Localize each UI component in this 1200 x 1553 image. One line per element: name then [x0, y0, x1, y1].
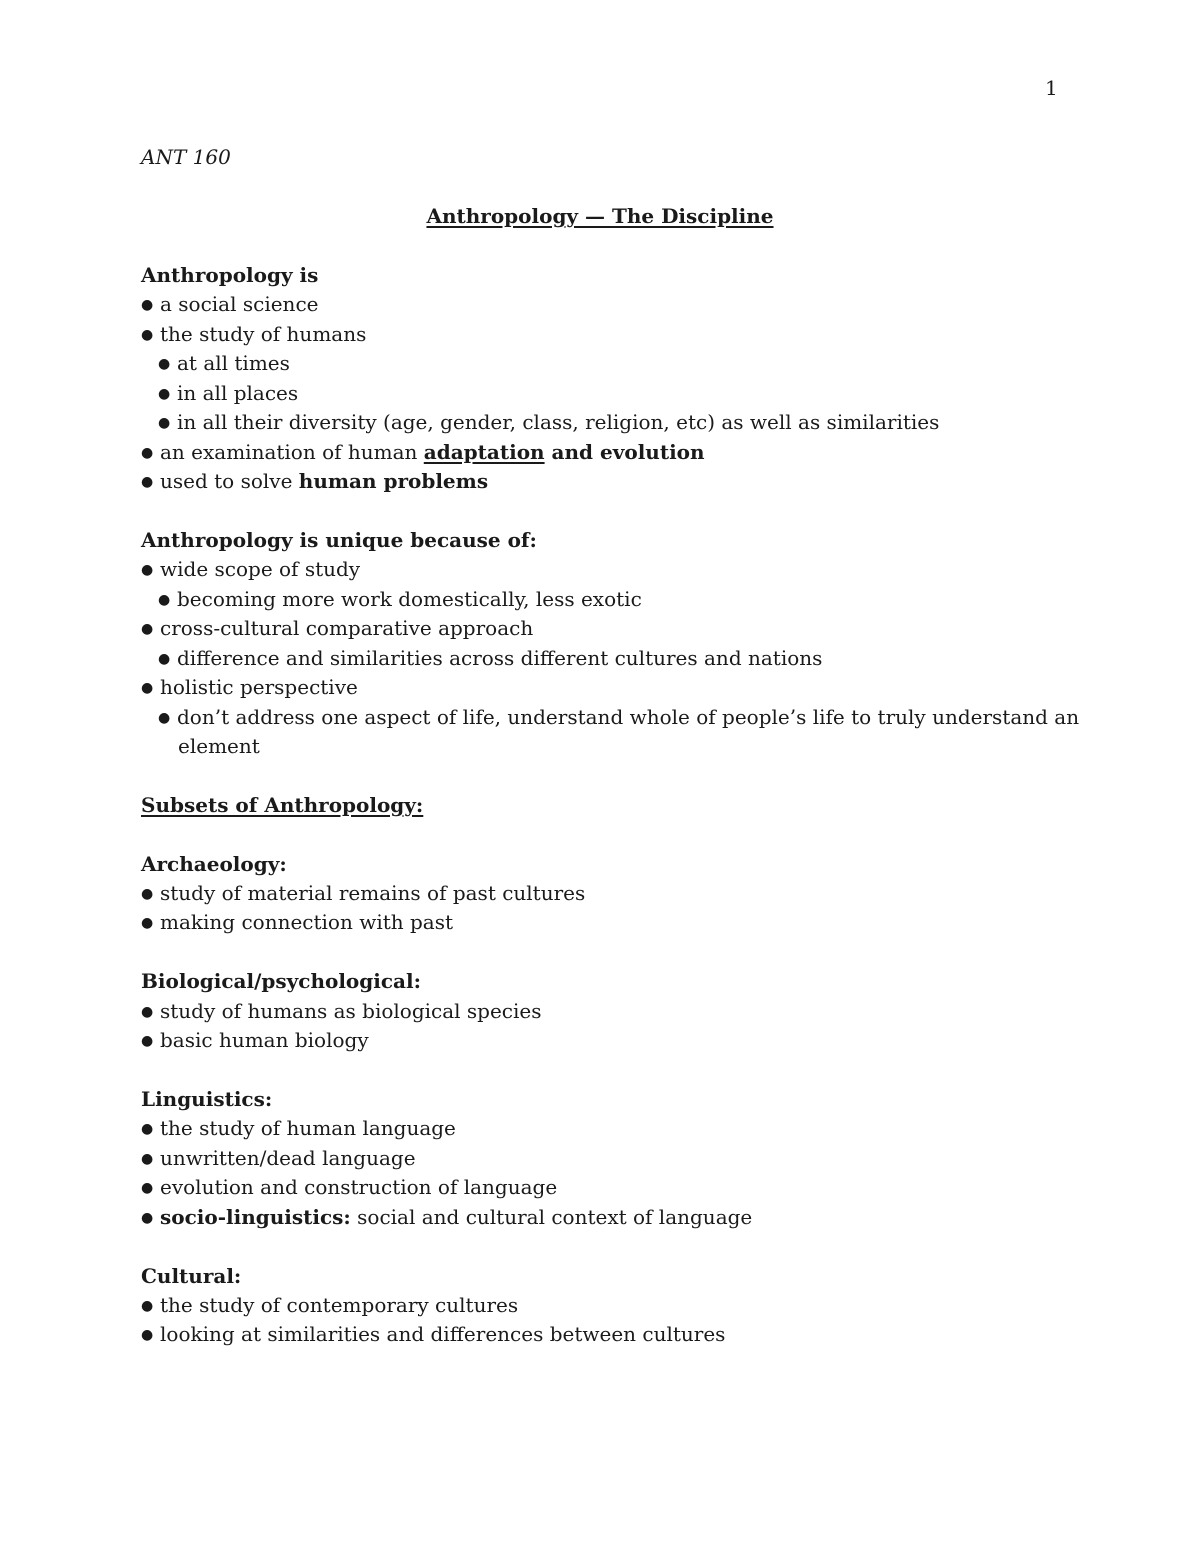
list-item	[141, 1175, 557, 1199]
list-item	[141, 1293, 518, 1317]
bullet-icon: ●	[158, 710, 171, 726]
section-heading-anthropology-is: Anthropology is	[141, 263, 319, 287]
section-heading-unique: Anthropology is unique because of:	[141, 528, 537, 552]
linguistics-heading: Linguistics:	[141, 1087, 273, 1111]
list-item-text: social and cultural context of language	[350, 1205, 753, 1229]
list-item	[141, 616, 533, 640]
list-item-text: used to solve	[160, 469, 299, 493]
sub-list-item	[158, 351, 290, 375]
list-item-text: the study of humans	[160, 322, 367, 346]
list-item	[141, 1146, 416, 1170]
bullet-icon: ●	[158, 356, 171, 372]
list-item	[141, 999, 542, 1023]
bullet-icon: ●	[141, 562, 154, 578]
list-item-text: unwritten/dead language	[160, 1146, 416, 1170]
subsets-heading: Subsets of Anthropology:	[141, 793, 424, 817]
emphasis-evolution: and evolution	[544, 440, 705, 464]
list-item-text: the study of human language	[160, 1116, 456, 1140]
list-item	[141, 469, 488, 493]
list-item	[141, 1028, 369, 1052]
list-item-text: an examination of human	[160, 440, 424, 464]
list-item-text: don’t address one aspect of life, understand whole of people’s life to truly understand an	[177, 705, 1080, 729]
list-item-text: difference and similarities across different cultures and nations	[177, 646, 823, 670]
archaeology-heading: Archaeology:	[141, 852, 287, 876]
bullet-icon: ●	[141, 1298, 154, 1314]
bullet-icon: ●	[141, 474, 154, 490]
bullet-icon: ●	[158, 592, 171, 608]
list-item-text: the study of contemporary cultures	[160, 1293, 519, 1317]
list-item	[141, 322, 366, 346]
biological-heading: Biological/psychological:	[141, 969, 421, 993]
list-item-text: in all their diversity (age, gender, class, religion, etc) as well as similarities	[177, 410, 940, 434]
course-code: ANT 160	[141, 145, 231, 169]
bullet-icon: ●	[141, 445, 154, 461]
list-item-text: study of humans as biological species	[160, 999, 542, 1023]
bullet-icon: ●	[158, 651, 171, 667]
sub-list-item	[158, 587, 642, 611]
list-item-text: making connection with past	[160, 910, 454, 934]
list-item-text: basic human biology	[160, 1028, 369, 1052]
term-socio-linguistics: socio-linguistics:	[160, 1205, 351, 1229]
document-title	[0, 204, 1200, 228]
bullet-icon: ●	[141, 1210, 154, 1226]
sub-list-item	[158, 646, 822, 670]
list-item	[141, 292, 318, 316]
list-item	[141, 1205, 752, 1229]
emphasis-human-problems: human problems	[298, 469, 489, 493]
list-item-text: holistic perspective	[160, 675, 358, 699]
list-item-text: a social science	[160, 292, 319, 316]
list-item-text: evolution and construction of language	[160, 1175, 558, 1199]
sub-list-item	[158, 410, 939, 434]
bullet-icon: ●	[141, 1151, 154, 1167]
list-item	[141, 440, 705, 464]
list-item	[141, 675, 358, 699]
document-title-text: Anthropology — The Discipline	[426, 204, 774, 228]
list-item	[141, 881, 585, 905]
bullet-icon: ●	[141, 915, 154, 931]
bullet-icon: ●	[141, 1180, 154, 1196]
list-item-text: wide scope of study	[160, 557, 361, 581]
list-item	[141, 1322, 725, 1346]
sub-list-item	[158, 705, 1079, 729]
cultural-heading: Cultural:	[141, 1264, 242, 1288]
bullet-icon: ●	[141, 680, 154, 696]
list-item	[141, 557, 360, 581]
list-item-text: cross-cultural comparative approach	[160, 616, 534, 640]
bullet-icon: ●	[141, 1004, 154, 1020]
list-item-text: becoming more work domestically, less exotic	[177, 587, 642, 611]
bullet-icon: ●	[141, 621, 154, 637]
list-item-text: at all times	[177, 351, 290, 375]
sub-list-item-continuation: element	[178, 734, 260, 758]
bullet-icon: ●	[141, 886, 154, 902]
bullet-icon: ●	[158, 386, 171, 402]
list-item-text: study of material remains of past cultures	[160, 881, 586, 905]
bullet-icon: ●	[141, 1033, 154, 1049]
emphasis-adaptation: adaptation	[423, 440, 545, 464]
list-item-text: looking at similarities and differences between cultures	[160, 1322, 726, 1346]
bullet-icon: ●	[141, 297, 154, 313]
list-item	[141, 910, 453, 934]
page-number: 1	[1045, 76, 1058, 100]
bullet-icon: ●	[141, 327, 154, 343]
bullet-icon: ●	[141, 1327, 154, 1343]
list-item-text: in all places	[177, 381, 299, 405]
bullet-icon: ●	[158, 415, 171, 431]
list-item	[141, 1116, 456, 1140]
sub-list-item	[158, 381, 298, 405]
bullet-icon: ●	[141, 1121, 154, 1137]
